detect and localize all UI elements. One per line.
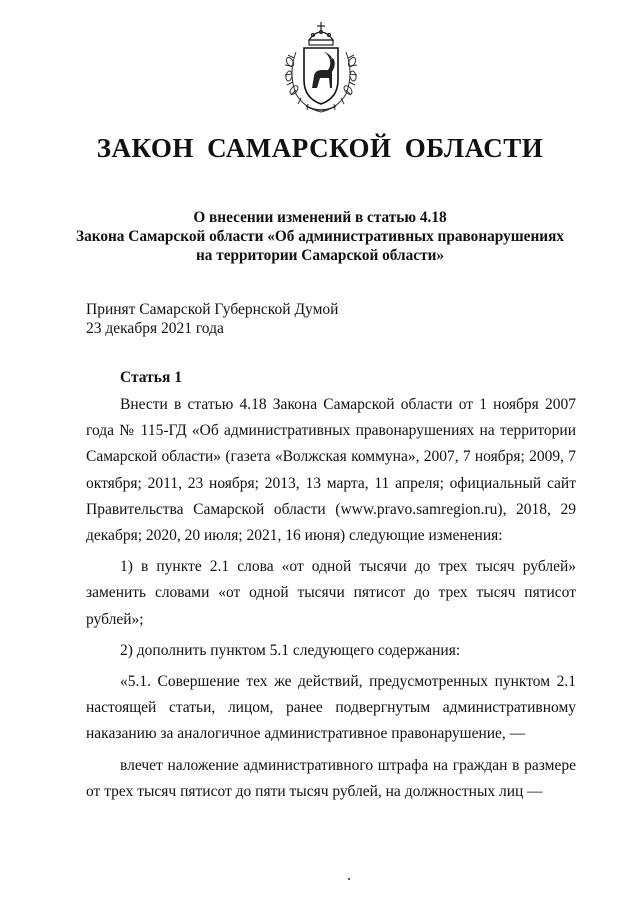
article-paragraph: 2) дополнить пунктом 5.1 следующего содержания: xyxy=(120,641,461,659)
article-paragraph: 1) в пункте 2.1 слова «от одной тысячи до трех тысяч рублей» заменить словами «от одной тысячи пятисот до трех тысяч пятисот рублей»; xyxy=(86,558,576,628)
adoption-date: 23 декабря 2021 года xyxy=(86,320,224,337)
subtitle-line: О внесении изменений в статью 4.18 xyxy=(193,209,447,226)
document-subtitle xyxy=(60,208,580,265)
article-paragraph: «5.1. Совершение тех же действий, предусмотренных пунктом 2.1 настоящей статьи, лицом, ранее подвергнутым административному наказанию за аналогичное административное правонарушение, — xyxy=(86,673,576,743)
article-paragraph: Внести в статью 4.18 Закона Самарской области от 1 ноября 2007 года № 115-ГД «Об административных правонарушениях на территории Самарской области» (газета «Волжская коммуна», 2007, 7 ноября; 2009, 7 октября; 2011, 23 ноября; 2013, 13 марта, 11 апреля; официальный сайт Правительства Самарской области (www.pravo.samregion.ru), 2018, 29 декабря; 2020, 20 июля; 2021, 16 июня) следующие изменения: xyxy=(86,396,576,545)
document-title: ЗАКОН САМАРСКОЙ ОБЛАСТИ xyxy=(96,133,544,163)
subtitle-line: Закона Самарской области «Об административных правонарушениях xyxy=(76,228,564,245)
subtitle-line: на территории Самарской области» xyxy=(195,247,445,264)
article-heading: Статья 1 xyxy=(120,369,182,386)
scan-speck xyxy=(348,878,350,880)
adoption-info xyxy=(86,300,338,338)
article-paragraph: влечет наложение административного штрафа на граждан в размере от трех тысяч пятисот до пяти тысяч рублей, на должностных лиц — xyxy=(86,756,576,800)
article-body xyxy=(86,392,576,805)
coat-of-arms-icon xyxy=(282,18,360,118)
adoption-body: Принят Самарской Губернской Думой xyxy=(86,301,339,318)
